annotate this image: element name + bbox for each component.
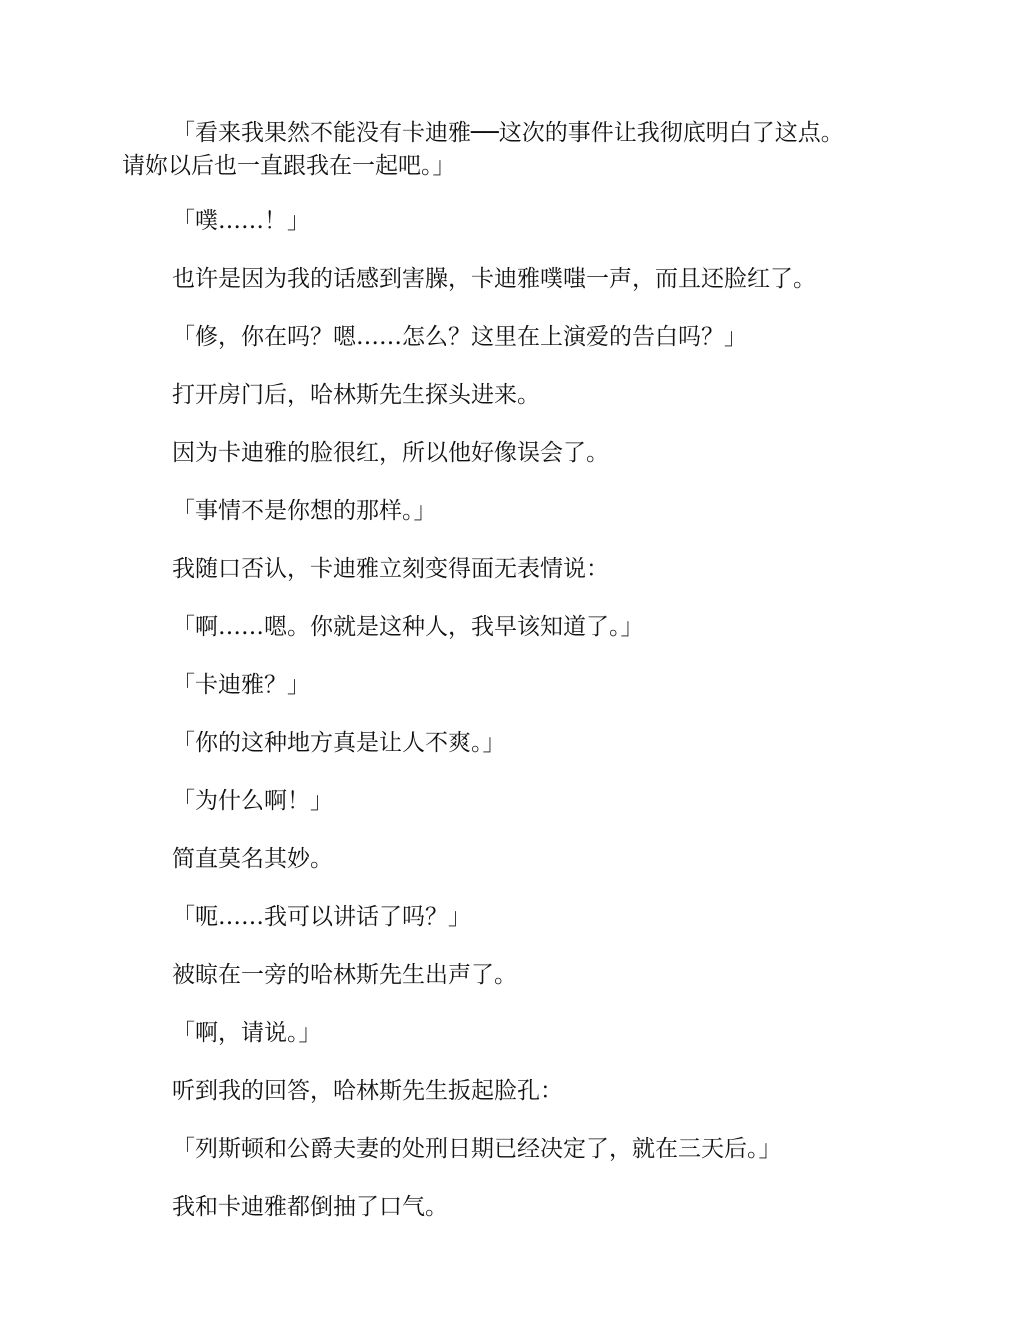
paragraph: 「卡迪雅？」 [172,672,310,698]
paragraph: 「啊……嗯。你就是这种人，我早该知道了。」 [172,614,644,640]
paragraph: 听到我的回答，哈林斯先生扳起脸孔： [172,1078,563,1104]
paragraph: 被晾在一旁的哈林斯先生出声了。 [172,962,517,988]
paragraph: 「修，你在吗？嗯……怎么？这里在上演爱的告白吗？」 [172,324,747,350]
paragraph: 「啊，请说。」 [172,1020,322,1046]
paragraph: 「噗……！」 [172,208,310,234]
paragraph: 我随口否认，卡迪雅立刻变得面无表情说： [172,556,609,582]
paragraph: 「事情不是你想的那样。」 [172,498,437,524]
paragraph: 我和卡迪雅都倒抽了口气。 [172,1194,448,1220]
paragraph: 打开房门后，哈林斯先生探头进来。 [172,382,540,408]
paragraph: 因为卡迪雅的脸很红，所以他好像误会了。 [172,440,609,466]
paragraph: 也许是因为我的话感到害臊，卡迪雅噗嗤一声，而且还脸红了。 [172,266,816,292]
document-page [122,117,862,1249]
paragraph: 「看来我果然不能没有卡迪雅──这次的事件让我彻底明白了这点。请妳以后也一直跟我在一起吧。」 [122,120,844,179]
paragraph: 「列斯顿和公爵夫妻的处刑日期已经决定了，就在三天后。」 [172,1136,782,1162]
paragraph: 简直莫名其妙。 [172,846,333,872]
paragraph: 「呃……我可以讲话了吗？」 [172,904,471,930]
paragraph: 「为什么啊！」 [172,788,333,814]
paragraph: 「你的这种地方真是让人不爽。」 [172,730,506,756]
